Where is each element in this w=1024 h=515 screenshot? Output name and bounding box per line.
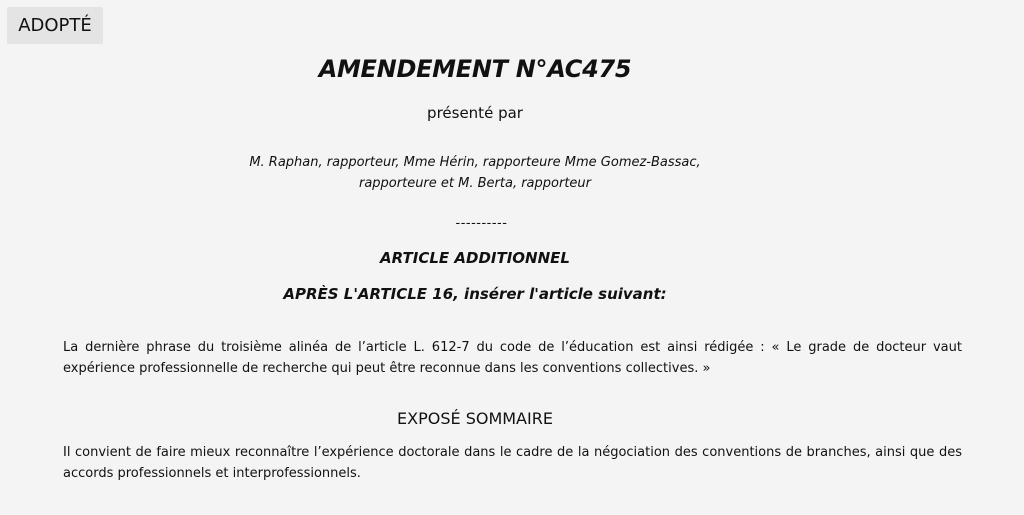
separator: ---------- [455, 216, 508, 231]
authors-list: M. Raphan, rapporteur, Mme Hérin, rapporteure Mme Gomez-Bassac, rapporteure et M. Berta, rapporteur [249, 155, 701, 191]
article-heading: ARTICLE ADDITIONNEL [380, 249, 570, 267]
presented-by-label: présenté par [427, 104, 523, 122]
summary-heading: EXPOSÉ SOMMAIRE [397, 409, 553, 428]
amendment-title: AMENDEMENT N°AC475 [318, 55, 632, 83]
amendment-text: La dernière phrase du troisième alinéa de l’article L. 612-7 du code de l’éducation est ainsi rédigée : « Le grade de docteur vaut expérience professionnelle de recherche qui peut être reconnue dans les conventions collectives. » [63, 340, 962, 376]
summary-text: Il convient de faire mieux reconnaître l’expérience doctorale dans le cadre de la négociation des conventions de branches, ainsi que des accords professionnels et interprofessionnels. [63, 445, 962, 481]
article-instruction: APRÈS L'ARTICLE 16, insérer l'article suivant: [283, 285, 667, 303]
status-badge: ADOPTÉ [7, 7, 103, 44]
